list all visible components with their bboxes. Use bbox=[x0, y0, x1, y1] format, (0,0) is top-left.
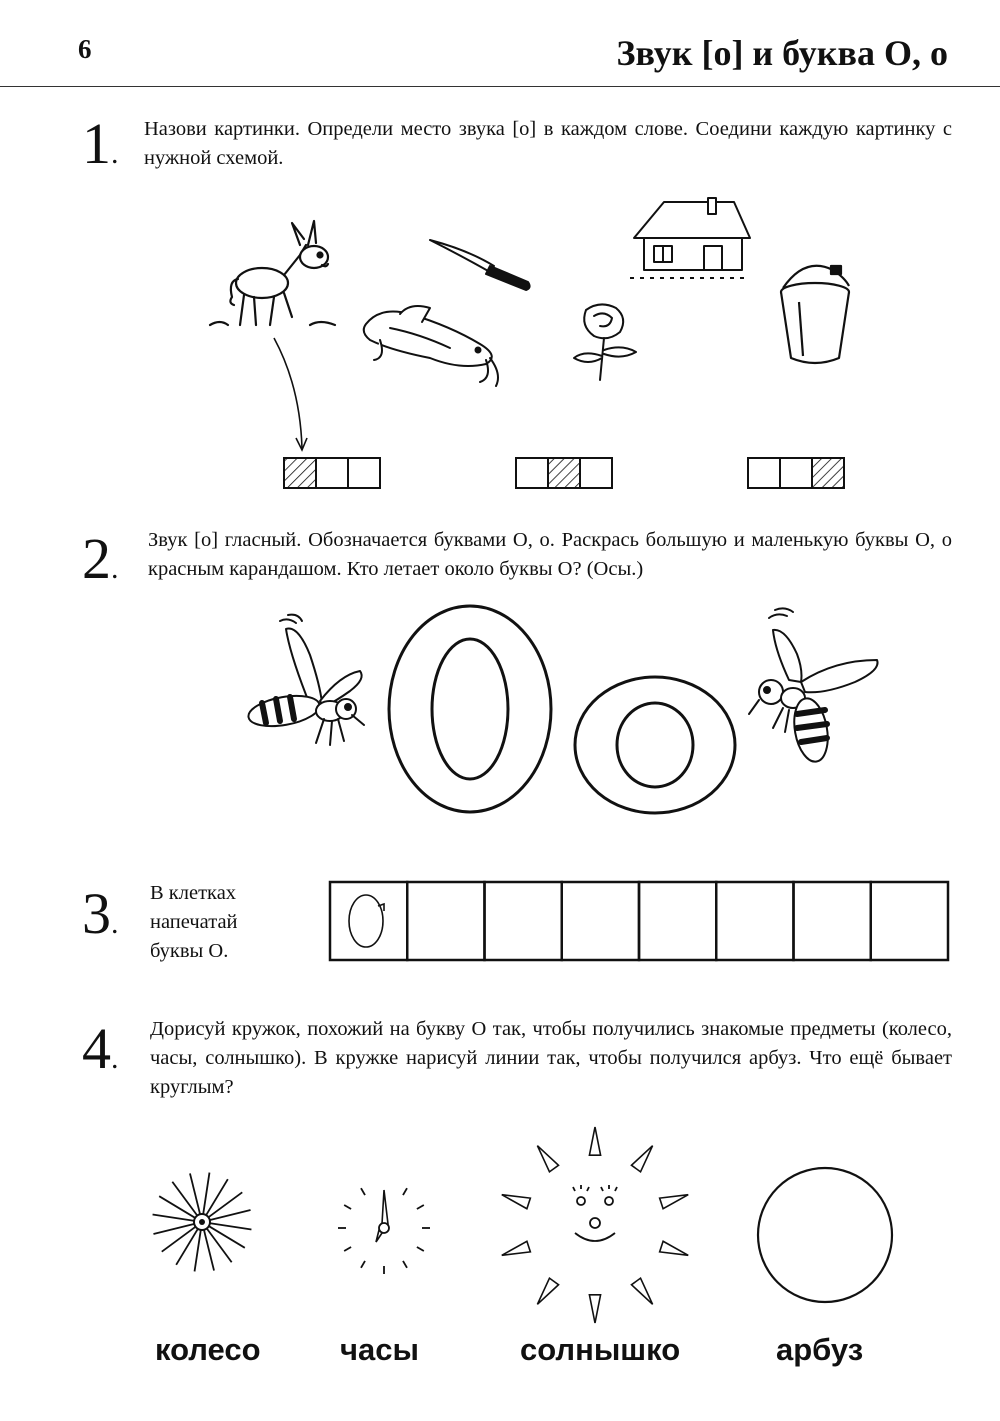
donkey-icon bbox=[210, 215, 340, 335]
scheme-2-cell-3 bbox=[580, 458, 612, 488]
caption-clock: часы bbox=[340, 1332, 419, 1367]
sun-icon bbox=[495, 1125, 695, 1325]
task-4-number: 4. bbox=[82, 1016, 119, 1081]
task-4-text: Дорисуй кружок, похожий на букву О так, чтобы получились знакомые предметы (колесо, часы, солнышко). В кружке нарисуй линии так, чтобы получился арбуз. Что ещё бывает круглым? bbox=[150, 1018, 952, 1098]
rose-icon bbox=[570, 300, 650, 385]
letter-cell[interactable] bbox=[485, 882, 562, 960]
letter-cell[interactable] bbox=[716, 882, 793, 960]
task-1-number: 1. bbox=[82, 111, 119, 176]
wasp-icon bbox=[240, 615, 370, 750]
letter-cell[interactable] bbox=[639, 882, 716, 960]
circle-icon bbox=[755, 1165, 895, 1305]
letter-cell[interactable] bbox=[330, 882, 407, 960]
letter-cell[interactable] bbox=[794, 882, 871, 960]
caption-sun: солнышко bbox=[520, 1332, 681, 1367]
wheel-icon bbox=[150, 1170, 254, 1274]
scheme-1-cell-3 bbox=[348, 458, 380, 488]
clock-icon bbox=[336, 1178, 436, 1278]
task-2-number: 2. bbox=[82, 526, 119, 591]
big-letters-outline bbox=[385, 605, 755, 815]
task-2-text: Звук [о] гласный. Обозначается буквами О, о. Раскрась большую и маленькую буквы О, о красным карандашом. Кто летает около буквы О? (Осы.) bbox=[148, 529, 952, 580]
task-3-number: 3. bbox=[82, 881, 119, 946]
scheme-3-cell-2 bbox=[780, 458, 812, 488]
header-divider bbox=[0, 86, 1000, 87]
letter-cells bbox=[328, 880, 950, 962]
catfish-icon bbox=[360, 300, 510, 390]
scheme-2-cell-2 bbox=[548, 458, 580, 488]
house-icon bbox=[630, 196, 755, 286]
scheme-1-cell-1 bbox=[284, 458, 316, 488]
scheme-3-cell-3 bbox=[812, 458, 844, 488]
caption-watermelon: арбуз bbox=[776, 1332, 864, 1367]
caption-wheel: колесо bbox=[155, 1332, 261, 1367]
sound-schemes bbox=[280, 455, 850, 491]
scheme-1-cell-2 bbox=[316, 458, 348, 488]
page-title: Звук [о] и буква О, о bbox=[616, 33, 948, 73]
connector-arrow bbox=[270, 336, 320, 456]
task-3-text: В клетках напечатай буквы О. bbox=[150, 882, 238, 962]
letter-cell[interactable] bbox=[871, 882, 948, 960]
letter-cell[interactable] bbox=[562, 882, 639, 960]
page-number: 6 bbox=[78, 34, 92, 64]
scheme-3-cell-1 bbox=[748, 458, 780, 488]
knife-icon bbox=[428, 236, 538, 296]
task-1-text: Назови картинки. Определи место звука [о] в каждом слове. Соедини каждую картинку с нужной схемой. bbox=[144, 118, 952, 169]
wasp-icon bbox=[745, 610, 895, 770]
letter-cell[interactable] bbox=[407, 882, 484, 960]
scheme-2-cell-1 bbox=[516, 458, 548, 488]
bucket-icon bbox=[775, 262, 865, 372]
